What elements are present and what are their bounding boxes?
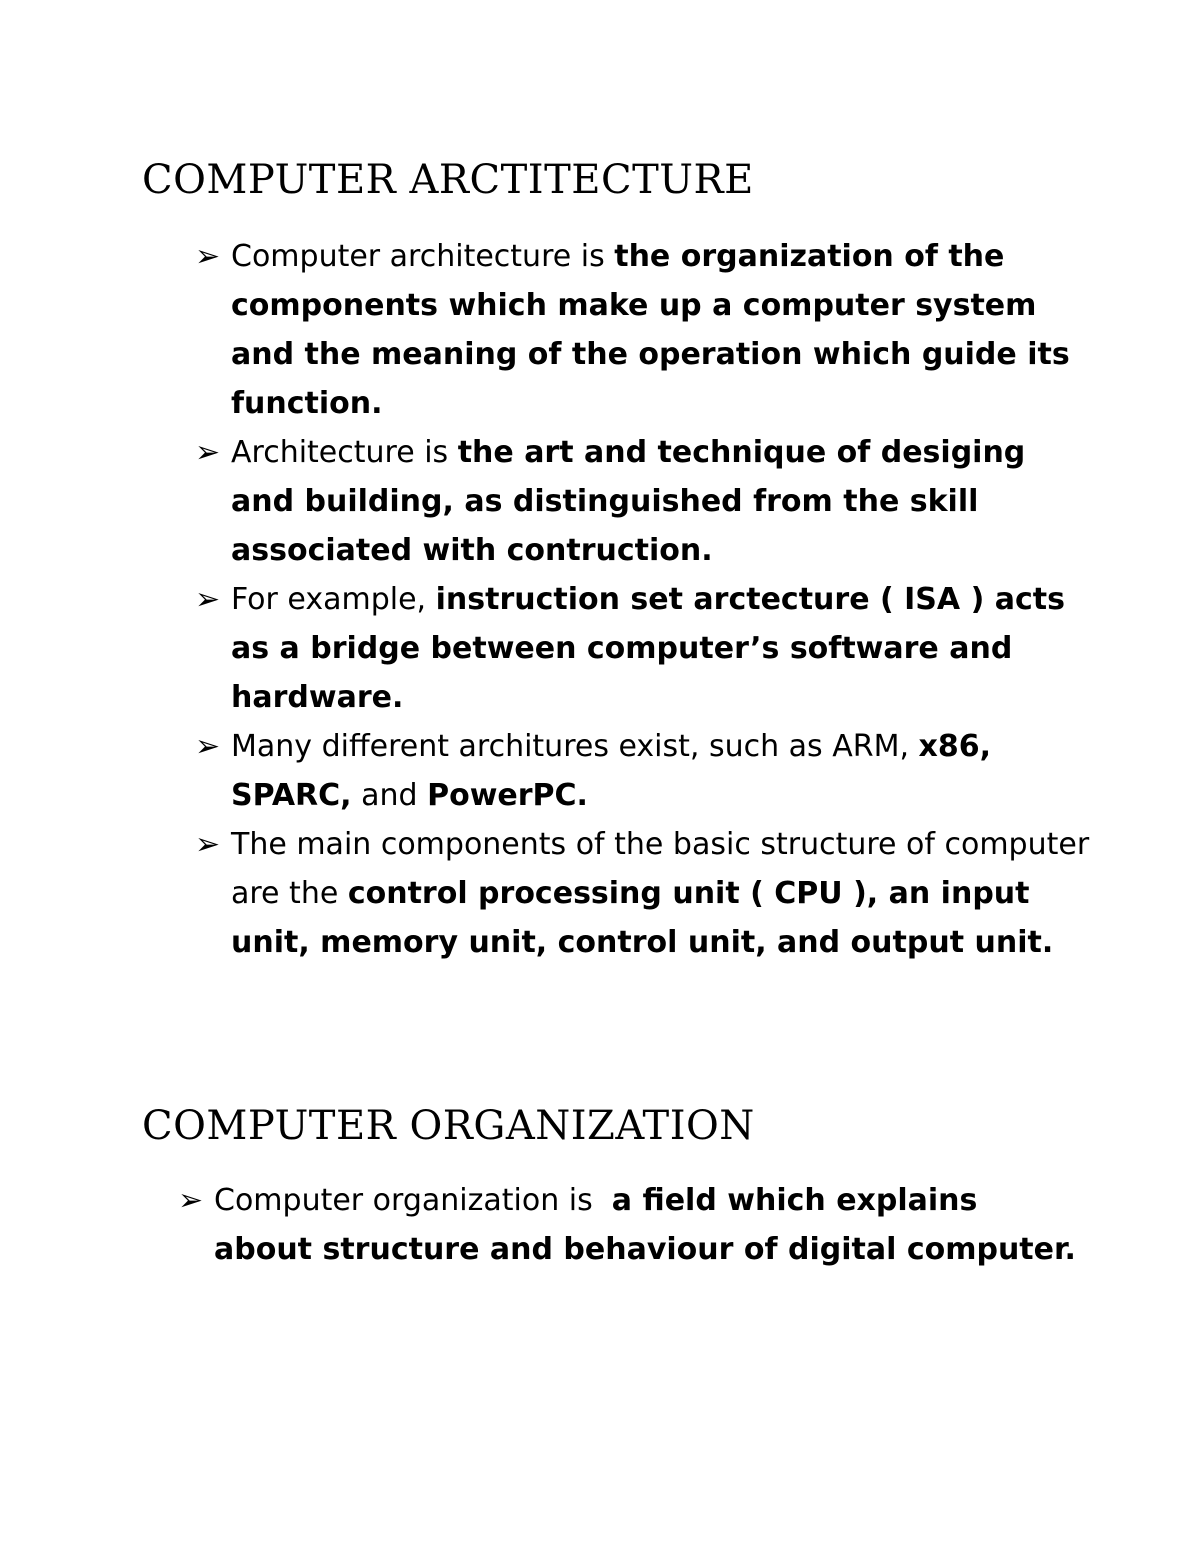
bullet-text-plain: For example, <box>231 582 436 617</box>
arrow-bullet-icon: ➢ <box>195 582 221 617</box>
arrow-bullet-icon: ➢ <box>195 827 221 862</box>
section-heading-organization: COMPUTER ORGANIZATION <box>142 1103 755 1149</box>
architecture-bullet-list <box>195 232 1095 967</box>
bullet-text-bold: instruction set arctecture ( ISA ) acts as a bridge between computer’s software and hardware. <box>231 582 1065 715</box>
bullet-text-bold: a field which explains about structure and behaviour of digital computer. <box>214 1183 1076 1267</box>
list-item <box>195 722 1095 820</box>
list-item <box>178 1176 1078 1274</box>
bullet-text-plain: Architecture is <box>231 435 458 470</box>
bullet-text-plain: Many different architures exist, such as ARM, <box>231 729 919 764</box>
bullet-text-bold: PowerPC. <box>427 778 588 813</box>
bullet-text-bold: the art and technique of desiging and building, as distinguished from the skill associated with contruction. <box>231 435 1026 568</box>
organization-bullet-list <box>178 1176 1078 1274</box>
bullet-text-bold: the organization of the components which make up a computer system and the meaning of the operation which guide its function. <box>231 239 1070 421</box>
list-item <box>195 428 1095 575</box>
bullet-text-plain: Computer organization is <box>214 1183 612 1218</box>
bullet-text-bold: x86, SPARC, <box>231 729 992 813</box>
bullet-text-plain: Computer architecture is <box>231 239 615 274</box>
arrow-bullet-icon: ➢ <box>195 239 221 274</box>
section-heading-architecture: COMPUTER ARCTITECTURE <box>142 157 754 203</box>
list-item <box>195 575 1095 722</box>
arrow-bullet-icon: ➢ <box>178 1183 204 1218</box>
bullet-text-plain: The main components of the basic structure of computer are the <box>231 827 1090 911</box>
arrow-bullet-icon: ➢ <box>195 729 221 764</box>
list-item <box>195 232 1095 428</box>
bullet-text-bold: control processing unit ( CPU ), an input unit, memory unit, control unit, and output unit. <box>231 876 1054 960</box>
list-item <box>195 820 1095 967</box>
arrow-bullet-icon: ➢ <box>195 435 221 470</box>
bullet-text-plain: and <box>351 778 428 813</box>
